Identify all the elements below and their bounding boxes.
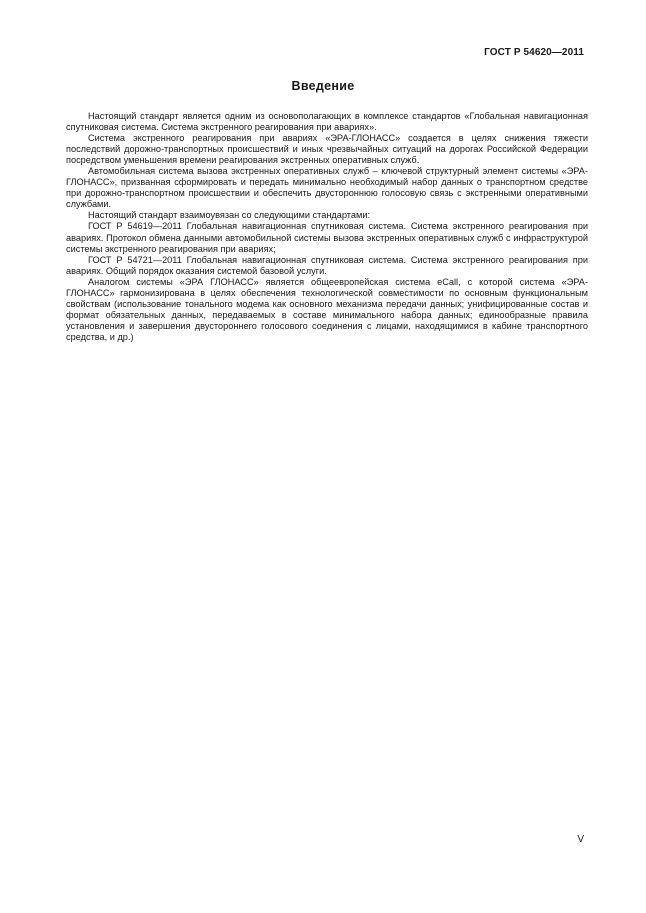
page-number: V: [577, 834, 584, 845]
paragraph: ГОСТ Р 54619—2011 Глобальная навигационная спутниковая система. Система экстренного реагирования при авариях. Протокол обмена данными автомобильной системы вызова экстренных оперативных служб с инфраструктурой системы экстренного реагирования при авариях;: [66, 221, 588, 254]
paragraph: Настоящий стандарт взаимоувязан со следующими стандартами:: [88, 210, 371, 221]
paragraph: Автомобильная система вызова экстренных оперативных служб – ключевой структурный элемент системы «ЭРА-ГЛОНАСС», призванная сформировать и передать минимально необходимый набор данных о транспортном средстве при дорожно-транспортном происшествии и обеспечить двустороннюю голосовую связь с экстренными оперативными службами.: [66, 166, 588, 210]
standard-code: ГОСТ Р 54620—2011: [484, 47, 584, 58]
paragraph: Настоящий стандарт является одним из основополагающих в комплексе стандартов «Глобальная навигационная спутниковая система. Система экстренного реагирования при авариях».: [66, 111, 588, 133]
introduction-body: [66, 111, 588, 343]
paragraph: ГОСТ Р 54721—2011 Глобальная навигационная спутниковая система. Система экстренного реагирования при авариях. Общий порядок оказания системой базовой услуги.: [66, 254, 588, 276]
paragraph: Аналогом системы «ЭРА ГЛОНАСС» является общеевропейская система eCall, с которой система «ЭРА-ГЛОНАСС» гармонизирована в целях обеспечения технологической совместимости по основным функциональным свойствам (использование тонального модема как основного механизма передачи данных; унифицированные состав и формат обязательных данных, передаваемых в составе минимального набора данных; единообразные правила установления и завершения двустороннего голосового соединения с лицами, находящимися в кабине транспортного средства, и др.): [66, 276, 588, 342]
paragraph: Система экстренного реагирования при авариях «ЭРА-ГЛОНАСС» создается в целях снижения тяжести последствий дорожно-транспортных происшествий и иных чрезвычайных ситуаций на дорогах Российской Федерации посредством уменьшения времени реагирования экстренных оперативных служб.: [66, 133, 588, 166]
section-title: Введение: [291, 79, 355, 93]
